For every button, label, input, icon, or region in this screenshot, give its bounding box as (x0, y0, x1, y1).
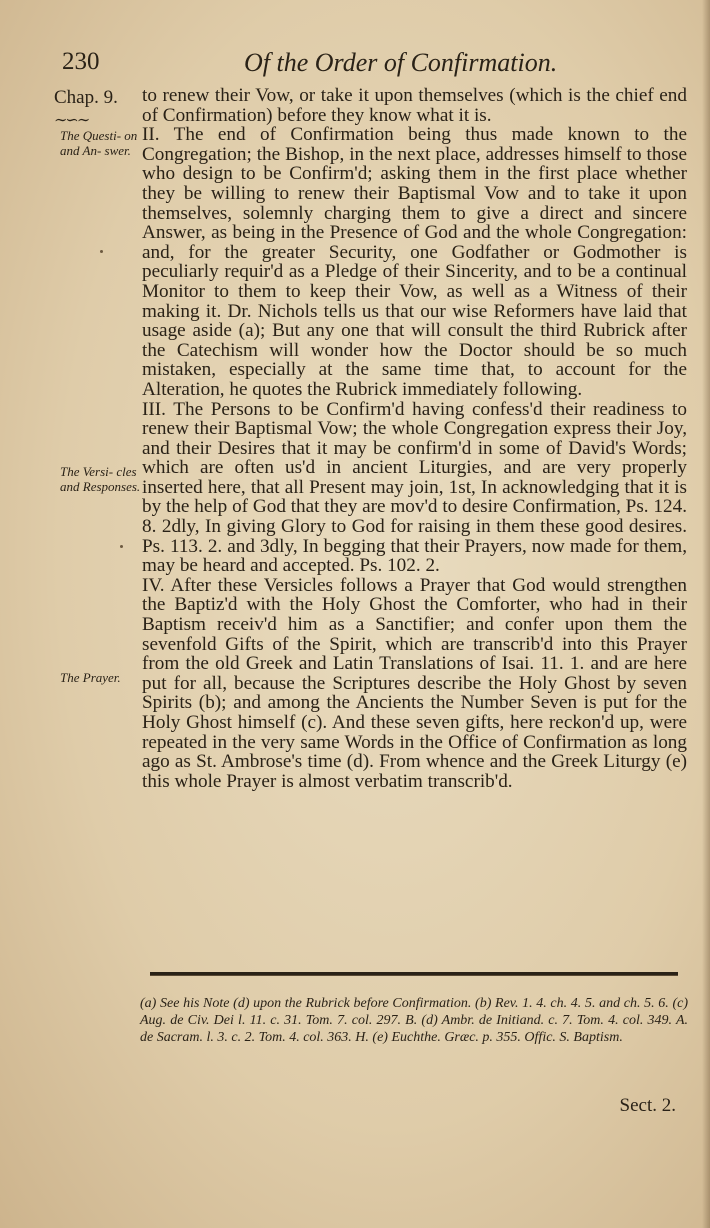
paragraph-prayer: IV. After these Versicles follows a Prayer that God would strengthen the Baptiz'd with the Holy Ghost the Comforter, who had in their Baptism receiv'd him as a Sanctifier; and confer upon them the sevenfold Gifts of the Spirit, which are transcrib'd into this Prayer from the old Greek and Latin Translations of Isai. 11. 1. and are here put for all, because the Scriptures describe the Holy Ghost by seven Spirits (b); and among the Ancients the Number Seven is put for the Holy Ghost himself (c). And these seven gifts, here reckon'd up, were repeated in the very same Words in the Office of Confirmation as long ago as St. Ambrose's time (d). From whence and the Greek Liturgy (e) this whole Prayer is almost verbatim transcrib'd. (142, 574, 687, 792)
running-head: Of the Order of Confirmation. (244, 48, 558, 77)
paragraph-chief-end: to renew their Vow, or take it upon themselves (which is the chief end of Confirmation) before they know what it is. (142, 85, 687, 126)
main-text (142, 86, 687, 791)
page-speck (120, 545, 123, 548)
paragraph-versicles: III. The Persons to be Confirm'd having confess'd their readiness to renew their Baptismal Vow; the whole Congregation express their Joy, and their Desires that it may be confirm'd in some of David's Words; which are often us'd in ancient Liturgies, and are very properly inserted here, that all Present may join, 1st, In acknowledging that it is by the help of God that they are mov'd to desire Confirmation, Ps. 124. 8. 2dly, In giving Glory to God for raising in them these good desires. Ps. 113. 2. and 3dly, In begging that their Prayers, now made for them, may be heard and accepted. Ps. 102. 2. (142, 398, 687, 577)
footnote-rule (150, 972, 678, 976)
ornament-icon: ∼∽∼ (54, 110, 89, 129)
scan-edge-shadow (702, 0, 710, 1228)
page-number: 230 (62, 48, 100, 75)
paragraph-question-answer: II. The end of Confirmation being thus made known to the Congregation; the Bishop, in the next place, addresses himself to those who design to be Confirm'd; asking them in the first place whether they be willing to renew their Baptismal Vow and to take it upon themselves, solemnly charging them to give a direct and sincere Answer, as being in the Presence of God and the whole Congregation: and, for the greater Security, one Godfather or Godmother is peculiarly requir'd as a Pledge of their Sincerity, and to be a continual Monitor to them to keep their Vow, as well as a Witness of their making it. Dr. Nichols tells us that our wise Reformers have laid that usage aside (a); But any one that will consult the third Rubrick after the Catechism will wonder how the Doctor should be so much mistaken, especially at the same time that, to account for the Alteration, he quotes the Rubrick immediately following. (142, 124, 687, 400)
chapter-label: Chap. 9. (54, 87, 118, 108)
page-speck (100, 250, 103, 253)
margin-note-prayer: The Prayer. (60, 670, 121, 685)
page-header (62, 48, 680, 82)
margin-note-question-answer: The Questi- on and An- swer. (60, 128, 138, 158)
catchword: Sect. 2. (619, 1095, 676, 1116)
footnotes: (a) See his Note (d) upon the Rubrick before Confirmation. (b) Rev. 1. 4. ch. 4. 5. and ch. 5. 6. (c) Aug. de Civ. Dei l. 11. c. 31. Tom. 7. col. 297. B. (d) Ambr. de Initiand. c. 7. Tom. 4. col. 349. A. de Sacram. l. 3. c. 2. Tom. 4. col. 363. H. (e) Euchthe. Græc. p. 355. Offic. S. Baptism. (140, 996, 688, 1045)
margin-note-versicles: The Versi- cles and Responses. (60, 464, 141, 494)
